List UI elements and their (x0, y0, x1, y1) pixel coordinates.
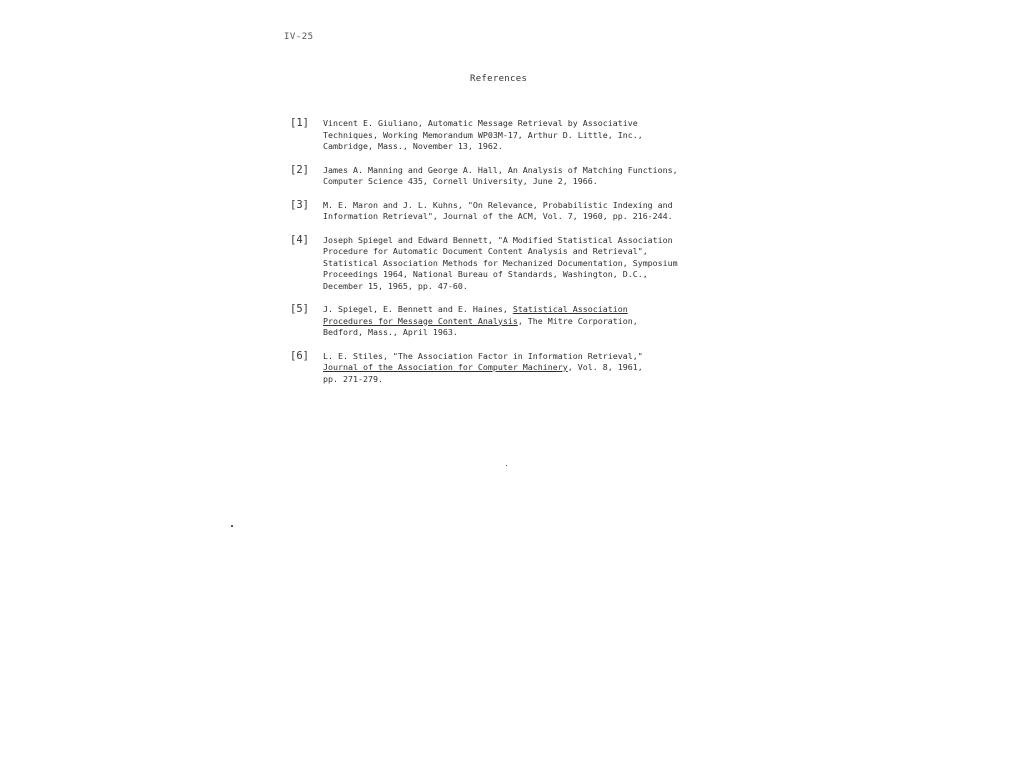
reference-number: [2] (290, 163, 309, 176)
reference-list (290, 118, 720, 397)
reference-line: L. E. Stiles, "The Association Factor in Information Retrieval," (323, 350, 643, 361)
reference-item-3 (290, 200, 720, 223)
scan-speck (231, 525, 233, 527)
reference-item-6 (290, 351, 720, 386)
reference-line: Bedford, Mass., April 1963. (323, 327, 458, 337)
reference-number: [5] (290, 303, 309, 315)
reference-line (323, 362, 720, 374)
reference-number: [3] (290, 198, 309, 211)
reference-text (323, 304, 720, 339)
reference-authors: J. Spiegel, E. Bennett and E. Haines, (323, 304, 513, 314)
reference-journal-underlined: Journal of the Association for Computer Machinery (323, 362, 568, 372)
reference-line: Cambridge, Mass., November 13, 1962. (323, 141, 503, 151)
reference-item-5 (290, 304, 720, 339)
reference-line: Information Retrieval", Journal of the ACM, Vol. 7, 1960, pp. 216-244. (323, 211, 673, 221)
reference-line: M. E. Maron and J. L. Kuhns, "On Relevance, Probabilistic Indexing and (323, 199, 673, 210)
reference-title-underlined: Statistical Association (512, 304, 628, 314)
reference-item-2 (290, 165, 720, 188)
reference-line: Computer Science 435, Cornell University, June 2, 1966. (323, 176, 598, 186)
reference-line: Joseph Spiegel and Edward Bennett, "A Modified Statistical Association (323, 234, 673, 245)
reference-number: [1] (290, 117, 309, 129)
reference-line: Statistical Association Methods for Mechanized Documentation, Symposium (323, 257, 678, 268)
page-number: IV-25 (284, 32, 314, 42)
reference-line: December 15, 1965, pp. 47-60. (323, 280, 468, 291)
reference-text (323, 351, 720, 386)
reference-publisher: , The Mitre Corporation, (517, 315, 638, 326)
reference-title-underlined: Procedures for Message Content Analysis (323, 315, 518, 326)
reference-line: James A. Manning and George A. Hall, An Analysis of Matching Functions, (323, 164, 678, 175)
scan-speck (506, 465, 507, 466)
reference-line: pp. 271-279. (323, 373, 383, 384)
reference-item-4 (290, 235, 720, 293)
reference-number: [6] (290, 349, 309, 362)
reference-text (323, 118, 720, 153)
reference-line: Proceedings 1964, National Bureau of Standards, Washington, D.C., (323, 269, 648, 279)
reference-line: Procedure for Automatic Document Content Analysis and Retrieval", (323, 246, 648, 256)
reference-line: Techniques, Working Memorandum WP03M-17, Arthur D. Little, Inc., (323, 129, 643, 140)
reference-line (323, 316, 720, 328)
reference-number: [4] (290, 233, 309, 246)
reference-volume: , Vol. 8, 1961, (567, 362, 643, 372)
references-heading: References (470, 74, 528, 84)
reference-line: Vincent E. Giuliano, Automatic Message Retrieval by Associative (323, 118, 638, 128)
reference-text (323, 165, 720, 188)
reference-line (323, 304, 720, 316)
reference-item-1 (290, 118, 720, 153)
reference-text (323, 200, 720, 223)
reference-text (323, 235, 720, 293)
